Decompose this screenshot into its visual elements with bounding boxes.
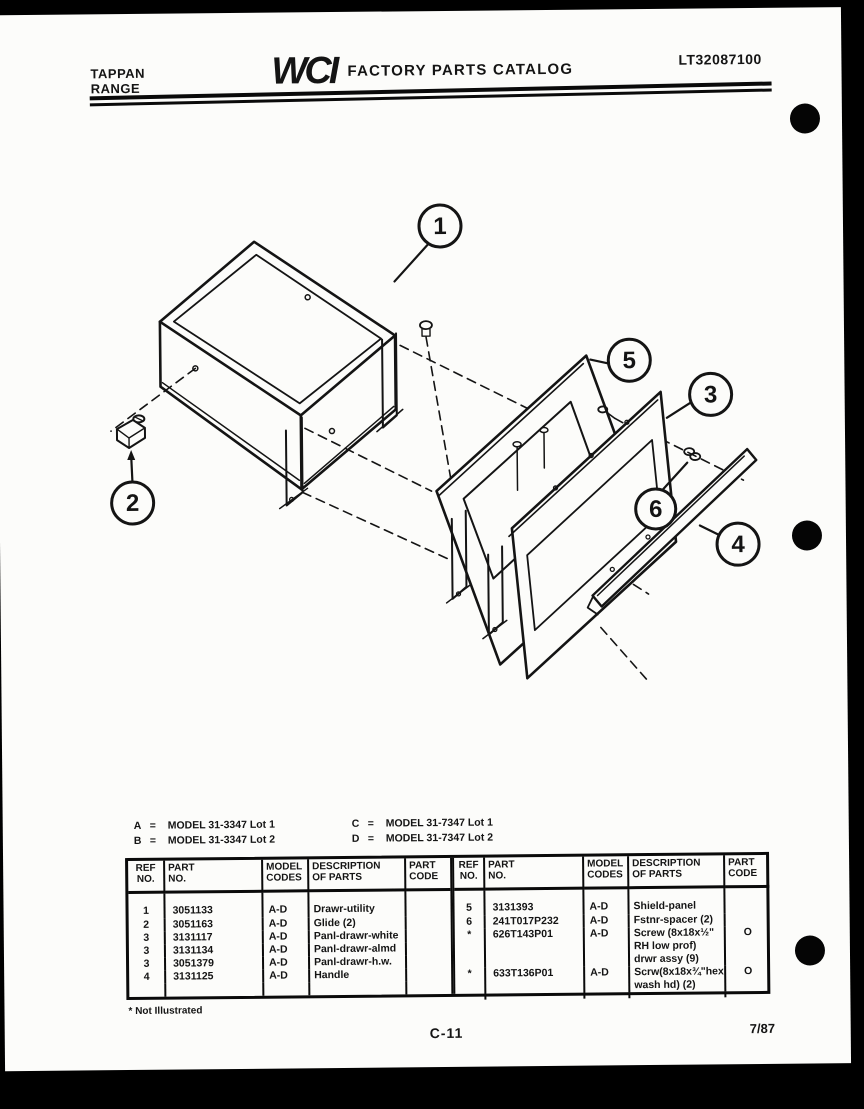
column-header-code: PART CODE	[725, 855, 769, 888]
callout-3	[666, 373, 731, 418]
glide-clip	[117, 415, 145, 448]
description: Shield-panel	[629, 888, 725, 914]
model-codes: A-D	[264, 943, 310, 956]
model-codes: A-D	[584, 889, 629, 914]
description: Glide (2)	[310, 916, 407, 930]
legend-model: MODEL 31-3347 Lot 2	[167, 833, 276, 847]
part-code	[725, 888, 769, 913]
mounting-screw	[420, 321, 432, 336]
parts-table-left	[128, 858, 451, 997]
part-code	[407, 929, 451, 942]
callout-3-number: 3	[703, 381, 718, 409]
column-header-desc: DESCRIPTION OF PARTS	[629, 855, 725, 889]
brand-line2: RANGE	[90, 80, 141, 97]
document-number: LT32087100	[678, 50, 762, 68]
callout-5	[590, 339, 650, 382]
parts-table-right	[454, 855, 770, 994]
description: Scrw(8x18x¾"hex wash hd) (2)	[630, 965, 726, 992]
callout-6-number: 6	[648, 495, 663, 524]
brand-line1: TAPPAN	[90, 65, 146, 82]
model-codes: A-D	[585, 927, 630, 966]
legend-equals: =	[149, 834, 157, 847]
fastener-spacer	[684, 448, 700, 460]
model-codes: A-D	[263, 892, 309, 917]
part-no: 626T143P01	[486, 928, 585, 968]
part-no: 633T136P01	[486, 967, 585, 994]
part-code	[407, 955, 451, 968]
legend-item-b	[134, 833, 352, 847]
callout-4	[700, 523, 759, 566]
ref-no: 2	[129, 919, 166, 932]
part-code	[726, 913, 770, 926]
callout-2	[111, 450, 154, 524]
ref-no: 4	[129, 971, 166, 984]
callout-2-number: 2	[125, 489, 140, 518]
description: Fstnr-spacer (2)	[630, 913, 726, 927]
column-header-ref: REF NO.	[128, 861, 165, 894]
page-number: C-11	[429, 1024, 464, 1042]
drawer-box	[159, 240, 404, 509]
part-code: O	[743, 926, 752, 939]
legend-model: MODEL 31-7347 Lot 1	[385, 816, 493, 830]
part-no: 3051379	[166, 957, 264, 971]
model-codes: A-D	[264, 930, 310, 943]
not-illustrated-footnote: * Not Illustrated	[128, 1005, 203, 1018]
description: Panl-drawr-h.w.	[310, 955, 407, 969]
part-code	[407, 942, 451, 955]
legend-code: A	[133, 819, 142, 832]
ref-no: 5	[454, 891, 485, 916]
part-no: 3051163	[166, 918, 264, 932]
description: Panl-drawr-white	[310, 929, 407, 943]
model-codes: A-D	[264, 969, 310, 982]
model-codes: A-D	[264, 917, 310, 930]
legend-item-d	[352, 832, 493, 845]
legend-code: D	[351, 832, 360, 845]
ref-no: 1	[128, 894, 165, 919]
ref-no: 3	[129, 932, 166, 945]
brand-name	[90, 66, 145, 97]
parts-table	[125, 852, 770, 1000]
wci-logo: WCI	[271, 49, 337, 93]
catalog-title: FACTORY PARTS CATALOG	[347, 60, 574, 80]
ref-no: *	[455, 929, 486, 968]
callout-1	[394, 205, 462, 282]
model-codes: A-D	[585, 966, 630, 992]
column-header-model: MODEL CODES	[584, 856, 629, 889]
ref-no: 3	[129, 945, 166, 958]
column-header-part: PART NO.	[485, 857, 584, 891]
description: Handle	[310, 968, 407, 982]
legend-model: MODEL 31-3347 Lot 1	[167, 818, 275, 832]
part-code	[407, 916, 451, 929]
part-code	[407, 968, 451, 981]
legend-code: B	[133, 834, 142, 847]
model-legend	[134, 817, 493, 847]
legend-equals: =	[149, 819, 156, 832]
column-header-code: PART CODE	[406, 858, 450, 891]
part-no: 241T017P232	[486, 915, 585, 929]
column-header-ref: REF NO.	[454, 858, 485, 891]
description: Panl-drawr-almd	[310, 942, 407, 956]
catalog-page	[0, 7, 851, 1071]
callout-5-number: 5	[622, 347, 637, 375]
legend-equals: =	[367, 817, 374, 830]
exploded-view-diagram	[82, 191, 787, 705]
header-rule	[90, 81, 772, 106]
model-codes: A-D	[585, 914, 630, 927]
ref-no: *	[455, 968, 486, 994]
legend-code: C	[351, 817, 360, 830]
part-no: 3131117	[166, 931, 264, 945]
callout-4-number: 4	[731, 531, 745, 559]
column-header-desc: DESCRIPTION OF PARTS	[309, 858, 406, 892]
callout-1-number: 1	[433, 212, 447, 241]
legend-model: MODEL 31-7347 Lot 2	[385, 831, 494, 845]
punch-hole-top	[790, 103, 820, 133]
part-code: O	[744, 965, 753, 978]
ref-no: 3	[129, 958, 166, 971]
legend-equals: =	[367, 832, 375, 845]
part-no: 3131134	[166, 944, 264, 958]
model-codes: A-D	[264, 956, 310, 969]
column-header-model: MODEL CODES	[263, 859, 309, 892]
part-code	[406, 891, 450, 916]
description: Drawr-utility	[309, 891, 406, 917]
legend-item-a	[134, 818, 352, 832]
part-no: 3051133	[165, 893, 263, 919]
punch-hole-bottom	[795, 935, 825, 965]
part-no: 3131393	[485, 890, 584, 916]
description: Screw (8x18x½" RH low prof) drwr assy (9)	[630, 926, 726, 966]
legend-item-c	[352, 817, 493, 830]
ref-no: 6	[455, 916, 486, 929]
part-no: 3131125	[166, 970, 264, 984]
revision-date: 7/87	[749, 1020, 776, 1037]
punch-hole-middle	[792, 520, 822, 550]
column-header-part: PART NO.	[165, 860, 263, 894]
